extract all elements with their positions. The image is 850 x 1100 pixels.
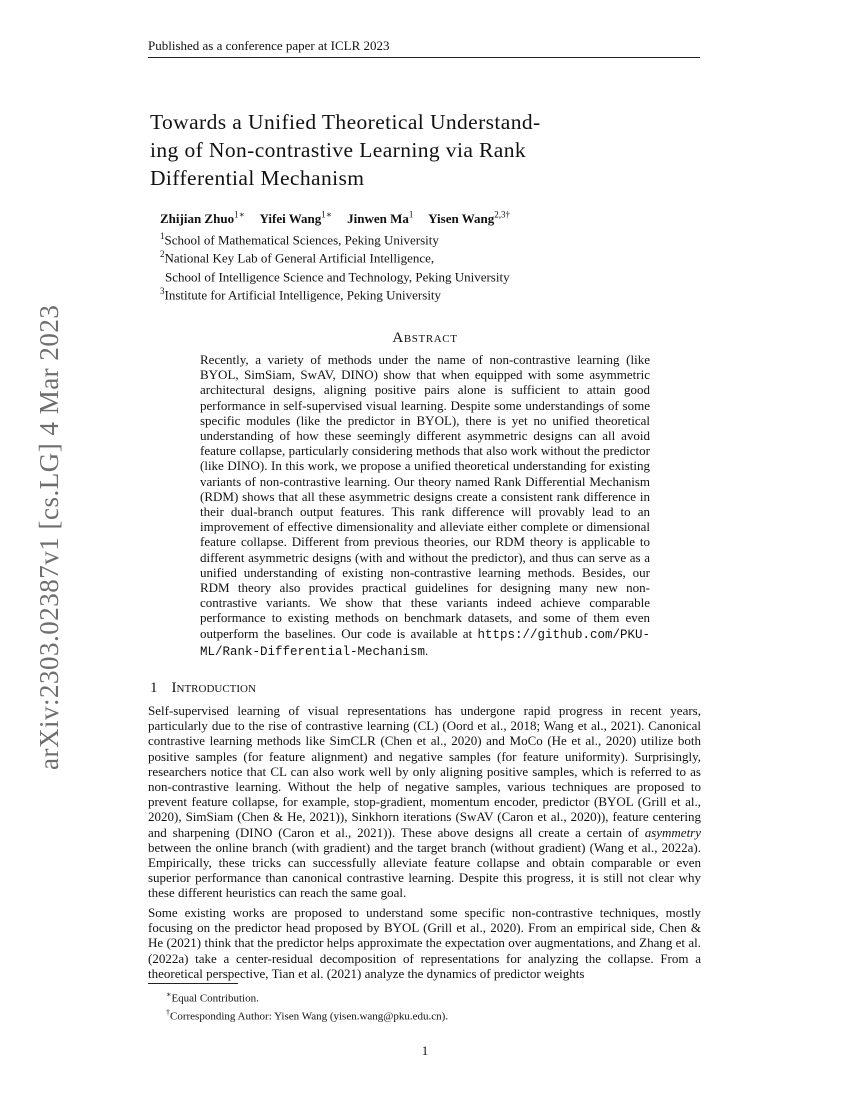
abstract-body: Recently, a variety of methods under the name of non-contrastive learning (like BYOL, SimSiam, SwAV, DINO) show that when equipped with some asymmetric architectural designs, aligning positive pairs alone is sufficient to attain good performance in self-supervised visual learning. Despite some understandings of some specific modules (like the predictor in BYOL), there is yet no unified theoretical understanding of how these seemingly different asymmetric designs can all avoid feature collapse, particularly considering methods that also work without the predictor (like DINO). In this work, we propose a unified theoretical understanding for existing variants of non-contrastive learning. Our theory named Rank Differential Mechanism (RDM) shows that all these asymmetric designs create a consistent rank difference in their dual-branch output features. This rank difference will provably lead to an improvement of effective dimensionality and alleviate either complete or dimensional feature collapse. Different from previous theories, our RDM theory is applicable to different asymmetric designs (with and without the predictor), and thus can serve as a unified understanding of existing non-contrastive learning methods. Besides, our RDM theory also provides practical guidelines for designing many new non-contrastive variants. We show that these variants indeed achieve comparable performance to existing methods on benchmark datasets, and some of them even outperform the baselines. Our code is available at https://github.com/PKU-ML/Rank-Differential-Mechanism. <box>200 352 650 659</box>
page-number: 1 <box>421 1043 429 1058</box>
header-rule <box>148 57 700 58</box>
section-heading: 1 Introduction <box>150 680 256 696</box>
author: Jinwen Ma$^1$ <box>347 210 414 227</box>
intro-paragraph: Some existing works are proposed to understand some specific non-contrastive techniques, mostly focusing on the predictor head proposed by BYOL (Grill et al., 2020). From an empirical side, Chen & He (2021) think that the predictor helps approximate the expectation over augmentations, and Zhang et al. (2022a) take a center-residual decomposition of representations for analyzing the collapse. From a theoretical perspective, Tian et al. (2021) analyze the dynamics of predictor weights <box>148 905 701 981</box>
author: Zhijian Zhuo$^{1∗}$ <box>160 210 245 227</box>
affiliations <box>160 229 510 302</box>
affiliation: $^2$National Key Lab of General Artificial Intelligence, <box>160 249 435 266</box>
footnote-rule <box>148 983 238 984</box>
author: Yisen Wang$^{2,3\dagger}$ <box>428 210 511 227</box>
affiliation: $^1$School of Mathematical Sciences, Peking University <box>160 231 439 248</box>
title-line: Differential Mechanism <box>150 166 365 190</box>
footnote: ∗Equal Contribution. <box>166 990 259 1005</box>
author: Yifei Wang$^{1∗}$ <box>259 210 332 227</box>
footnote: †Corresponding Author: Yisen Wang (yisen.wang@pku.edu.cn). <box>166 1007 449 1023</box>
affiliation: School of Intelligence Science and Technology, Peking University <box>165 268 510 284</box>
author-list <box>160 210 522 227</box>
affiliation: $^3$Institute for Artificial Intelligence, Peking University <box>160 285 442 303</box>
footnotes <box>166 988 448 1023</box>
running-header: Published as a conference paper at ICLR 2023 <box>148 38 390 53</box>
title-line: Towards a Unified Theoretical Understand- <box>150 110 541 134</box>
code-link[interactable]: https://github.com/PKU-ML/Rank-Differential-Mechanism <box>200 627 650 659</box>
abstract-heading: Abstract <box>392 330 458 346</box>
title-line: ing of Non-contrastive Learning via Rank <box>150 138 527 162</box>
paper-title <box>150 108 710 192</box>
arxiv-stamp: arXiv:2303.02387v1 [cs.LG] 4 Mar 2023 <box>34 304 64 770</box>
intro-paragraph: Self-supervised learning of visual representations has undergone rapid progress in recent years, particularly due to the rise of contrastive learning (CL) (Oord et al., 2018; Wang et al., 2021). Canonical contrastive learning methods like SimCLR (Chen et al., 2020) and MoCo (He et al., 2020) utilize both positive samples (for feature alignment) and negative samples (for feature uniformity). Surprisingly, researchers notice that CL can also work well by only aligning positive samples, which is referred to as non-contrastive learning. Without the help of negative samples, various techniques are proposed to prevent feature collapse, for example, stop-gradient, momentum encoder, predictor (BYOL (Grill et al., 2020), SimSiam (Chen & He, 2021)), Sinkhorn iterations (SwAV (Caron et al., 2020)), feature centering and sharpening (DINO (Caron et al., 2021)). These above designs all create a certain of asymmetry between the online branch (with gradient) and the target branch (without gradient) (Wang et al., 2022a). Empirically, these tricks can successfully alleviate feature collapse and obtain comparable or even superior performance than canonical contrastive learning. Despite this progress, it is still not clear why these different heuristics can reach the same goal. <box>148 703 702 901</box>
